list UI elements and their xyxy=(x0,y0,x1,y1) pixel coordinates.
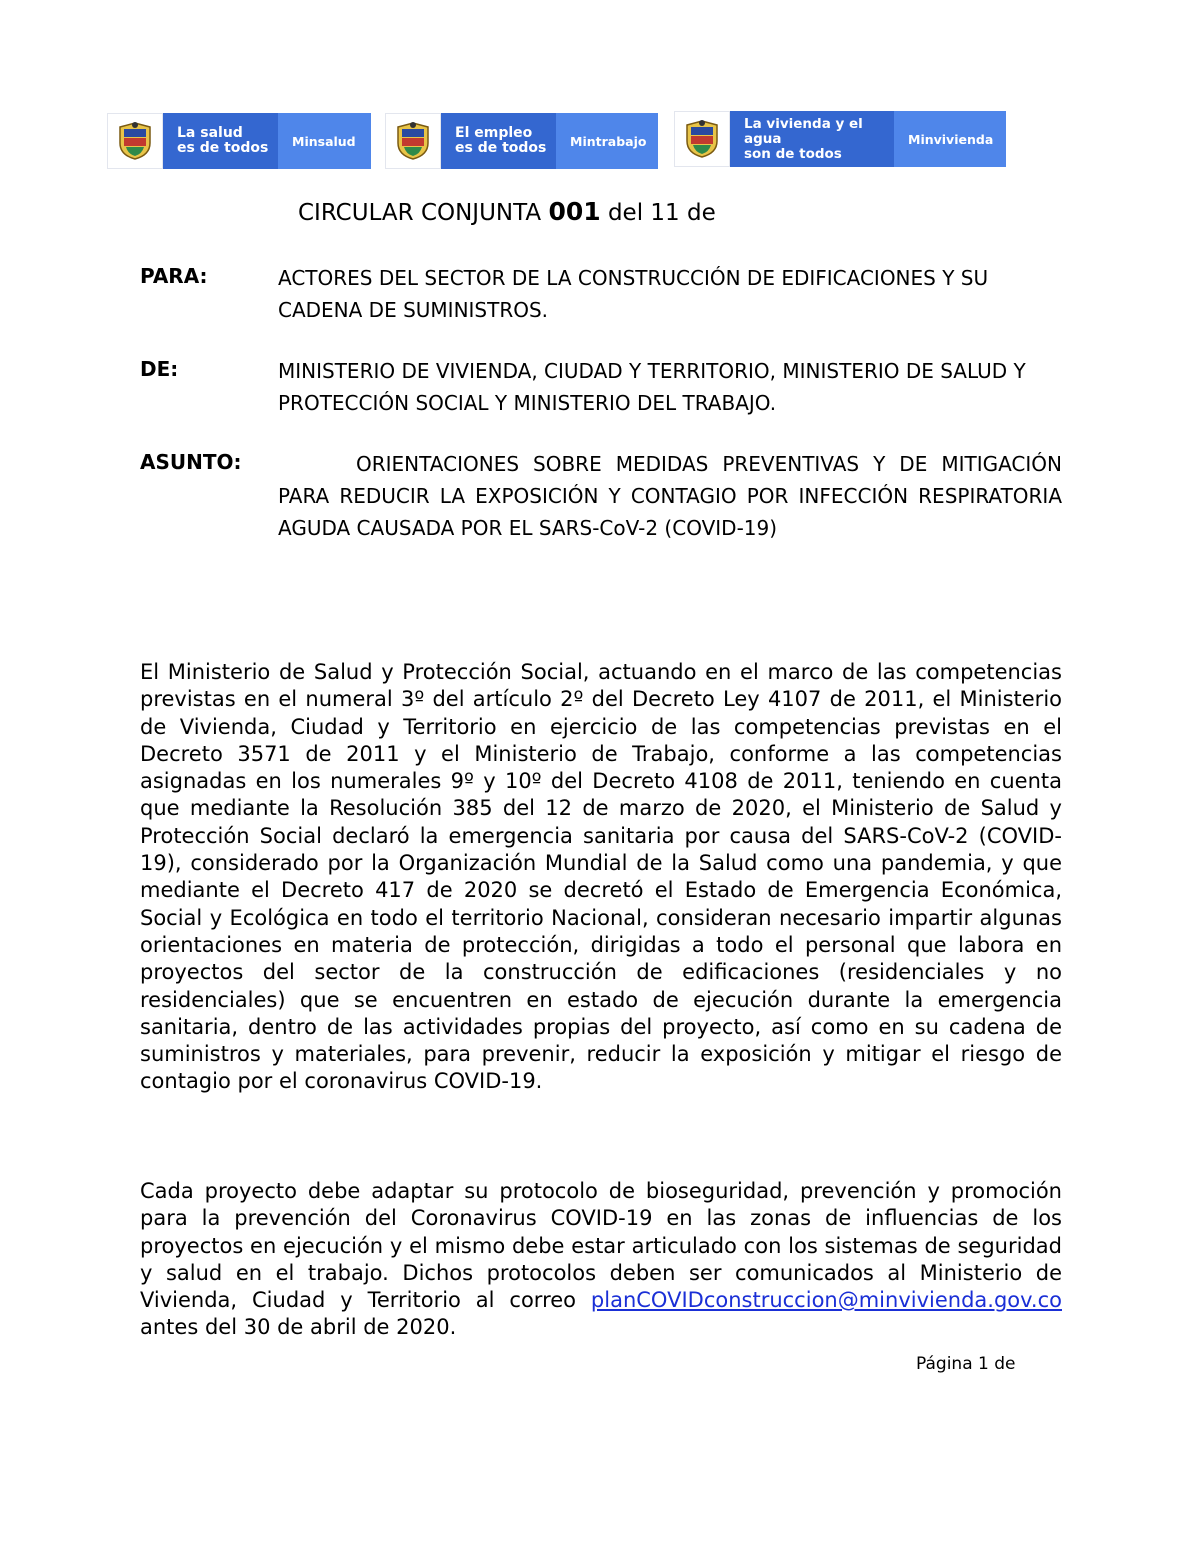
para-label: PARA: xyxy=(140,264,208,288)
minsalud-logo xyxy=(107,113,371,169)
mintrabajo-logo xyxy=(385,113,658,169)
page-number: Página 1 de xyxy=(916,1354,1016,1374)
asunto-value: ORIENTACIONES SOBRE MEDIDAS PREVENTIVAS Y DE MITIGACIÓN PARA REDUCIR LA EXPOSICIÓN Y CONTAGIO POR INFECCIÓN RESPIRATORIA AGUDA CAUSADA POR EL SARS-CoV-2 (COVID-19) xyxy=(278,452,1062,540)
de-label: DE: xyxy=(140,357,179,381)
body-paragraph-2 xyxy=(140,1178,1062,1342)
paragraph-2-text: Cada proyecto debe adaptar su protocolo de bioseguridad, prevención y promoción para la prevención del Coronavirus COVID-19 en las zonas de influencias de los proyectos en ejecución y el mismo debe estar articulado con los sistemas de seguridad y salud en el trabajo. Dichos protocolos deben ser comunicados al Ministerio de Vivienda, Ciudad y Territorio al correo xyxy=(140,1179,1062,1313)
document-title xyxy=(298,197,716,226)
colombia-coat-of-arms-icon xyxy=(674,111,730,167)
colombia-coat-of-arms-icon xyxy=(385,113,441,169)
logo-ministry-name: Minvivienda xyxy=(894,111,1006,167)
paragraph-2-end: antes del 30 de abril de 2020. xyxy=(140,1315,457,1340)
title-prefix: CIRCULAR CONJUNTA xyxy=(298,200,549,226)
asunto-label: ASUNTO: xyxy=(140,450,242,474)
minvivienda-logo xyxy=(674,111,1006,167)
body-paragraph-1: El Ministerio de Salud y Protección Social, actuando en el marco de las competencias previstas en el numeral 3º del artículo 2º del Decreto Ley 4107 de 2011, el Ministerio de Vivienda, Ciudad y Territorio en ejercicio de las competencias previstas en el Decreto 3571 de 2011 y el Ministerio de Trabajo, conforme a las competencias asignadas en los numerales 9º y 10º del Decreto 4108 de 2011, teniendo en cuenta que mediante la Resolución 385 del 12 de marzo de 2020, el Ministerio de Salud y Protección Social declaró la emergencia sanitaria por causa del SARS-CoV-2 (COVID-19), considerado por la Organización Mundial de la Salud como una pandemia, y que mediante el Decreto 417 de 2020 se decretó el Estado de Emergencia Económica, Social y Ecológica en todo el territorio Nacional, consideran necesario impartir algunas orientaciones en materia de protección, dirigidas a todo el personal que labora en proyectos del sector de la construcción de edificaciones (residenciales y no residenciales) que se encuentren en estado de ejecución durante la emergencia sanitaria, dentro de las actividades propias del proyecto, así como en su cadena de suministros y materiales, para prevenir, reducir la exposición y mitigar el riesgo de contagio por el coronavirus COVID-19. xyxy=(140,660,1062,1094)
title-suffix: del 11 de xyxy=(600,200,716,226)
logo-ministry-name: Mintrabajo xyxy=(556,113,658,169)
de-value: MINISTERIO DE VIVIENDA, CIUDAD Y TERRITORIO, MINISTERIO DE SALUD Y PROTECCIÓN SOCIAL Y MINISTERIO DEL TRABAJO. xyxy=(278,359,1026,415)
logo-slogan: La vivienda y el agua son de todos xyxy=(730,111,894,167)
logo-slogan: La salud es de todos xyxy=(163,113,278,169)
colombia-coat-of-arms-icon xyxy=(107,113,163,169)
logo-slogan: El empleo es de todos xyxy=(441,113,556,169)
circular-number: 001 xyxy=(548,197,601,226)
para-value: ACTORES DEL SECTOR DE LA CONSTRUCCIÓN DE EDIFICACIONES Y SU CADENA DE SUMINISTROS. xyxy=(278,266,989,322)
email-link[interactable]: planCOVIDconstruccion@minvivienda.gov.co xyxy=(590,1288,1062,1313)
logo-ministry-name: Minsalud xyxy=(278,113,371,169)
